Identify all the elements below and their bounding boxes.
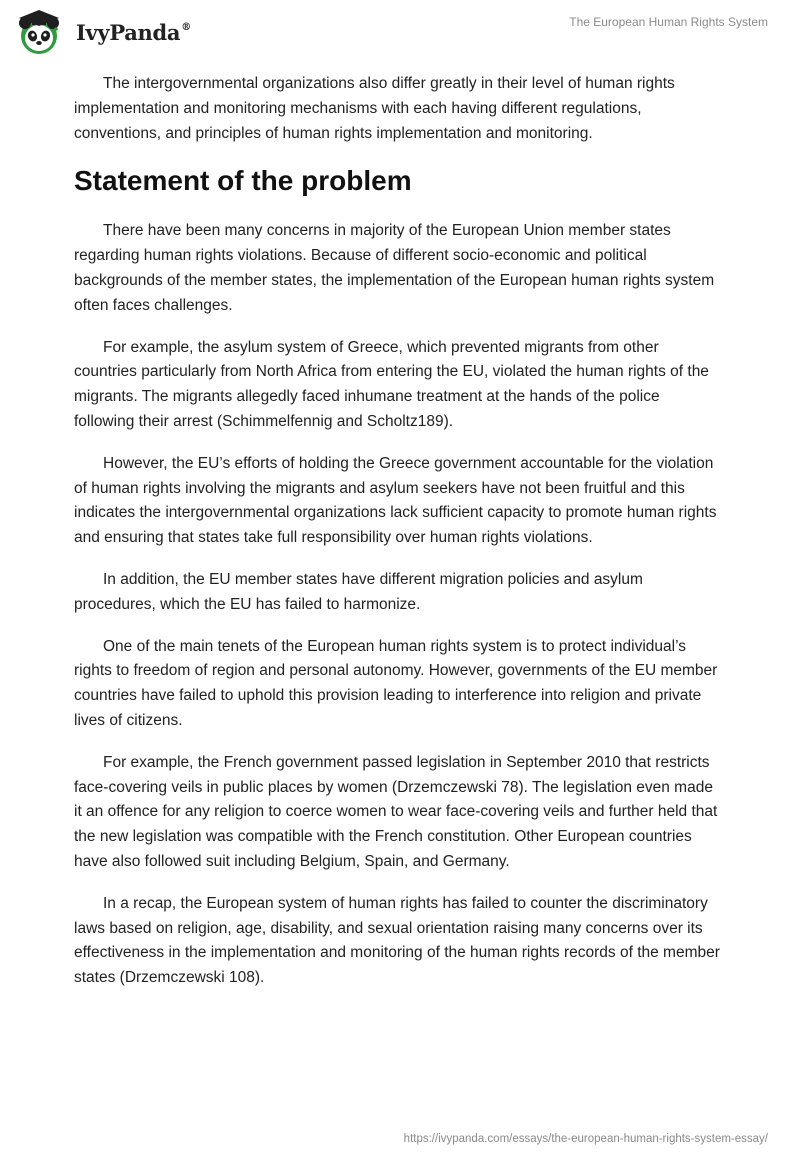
paragraph: There have been many concerns in majority of the European Union member states regarding human rights violations. Because of different socio-economic and political backgrounds of the member states, the implementation of the European human rights system often faces challenges. — [74, 222, 715, 314]
brand-text: IvyPanda — [76, 20, 181, 45]
panda-logo-icon[interactable] — [14, 7, 64, 57]
essay-content — [74, 72, 724, 1008]
paragraph: In addition, the EU member states have different migration policies and asylum procedures, which the EU has failed to harmonize. — [74, 570, 643, 613]
document-title: The European Human Rights System — [569, 15, 768, 29]
registered-mark: ® — [181, 22, 191, 33]
paragraph: In a recap, the European system of human rights has failed to counter the discriminatory laws based on religion, age, disability, and sexual orientation raising many concerns over its effectiveness in the implementation and monitoring of the human rights records of the member states (Drzemczewski 108). — [74, 894, 720, 987]
paragraph: However, the EU’s efforts of holding the Greece government accountable for the violation of human rights involving the migrants and asylum seekers have not been fruitful and this indicates the intergovernmental organizations lack sufficient capacity to promote human rights and ensuring that states take full responsibility over human rights violations. — [74, 454, 717, 547]
paragraph: For example, the French government passed legislation in September 2010 that restricts face-covering veils in public places by women (Drzemczewski 78). The legislation even made it an offence for any religion to coerce women to wear face-covering veils and further held that the new legislation was compatible with the French constitution. Other European countries have also followed suit including Belgium, Spain, and Germany. — [74, 753, 718, 870]
paragraph: One of the main tenets of the European human rights system is to protect individual’s rights to freedom of region and personal autonomy. However, governments of the EU member countries have failed to uphold this provision leading to interference into religion and private lives of citizens. — [74, 637, 718, 729]
section-heading: Statement of the problem — [74, 165, 412, 197]
brand-name[interactable] — [76, 20, 191, 45]
intro-paragraph: The intergovernmental organizations also differ greatly in their level of human rights implementation and monitoring mechanisms with each having different regulations, conventions, and principles of human rights implementation and monitoring. — [74, 75, 675, 142]
source-url[interactable]: https://ivypanda.com/essays/the-european-human-rights-system-essay/ — [403, 1133, 768, 1145]
page-header — [0, 0, 800, 60]
paragraph: For example, the asylum system of Greece, which prevented migrants from other countries particularly from North Africa from entering the EU, violated the human rights of the migrants. The migrants allegedly faced inhumane treatment at the hands of the police following their arrest (Schimmelfennig and Scholtz189). — [74, 338, 709, 430]
